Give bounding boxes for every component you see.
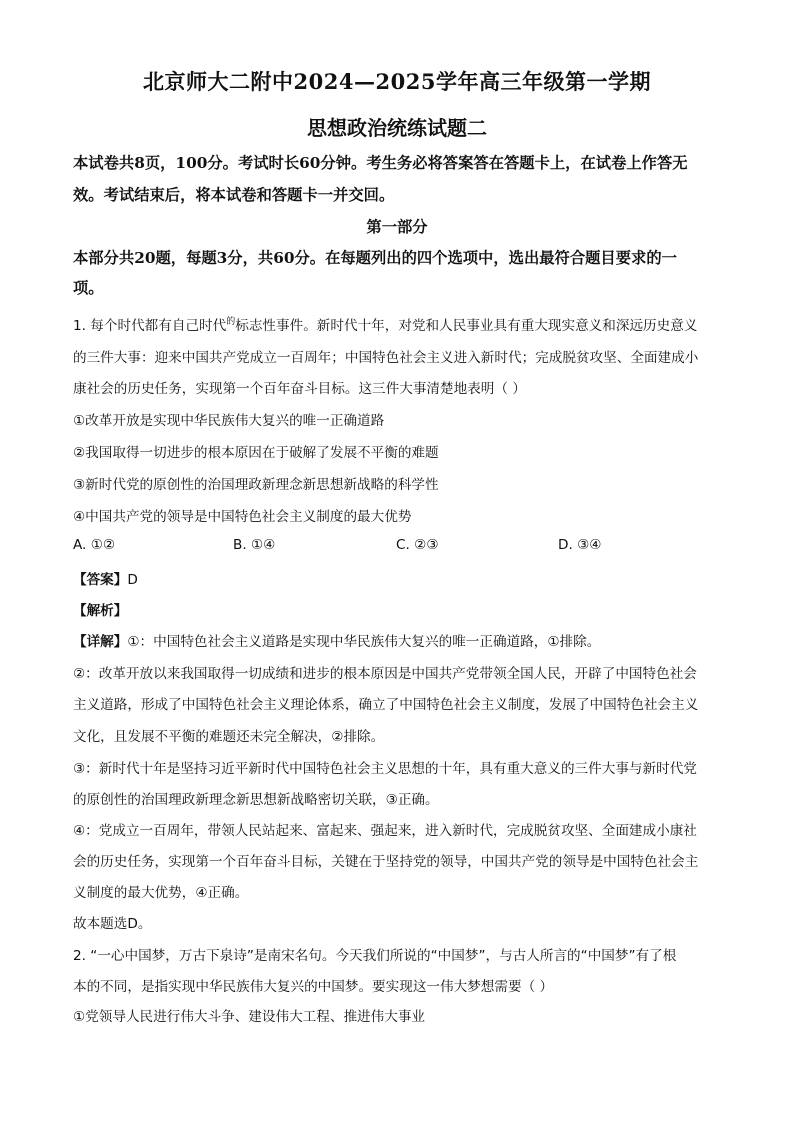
q1-detail-line-9: 义制度的最大优势，④正确。 bbox=[73, 885, 249, 901]
q1-detail-line-10: 故本题选D。 bbox=[73, 916, 152, 932]
q1-stem-line-3: 康社会的历史任务，实现第一个百年奋斗目标。这三件大事清楚地表明（ ） bbox=[73, 381, 526, 397]
instructions-line-2: 效。考试结束后，将本试卷和答题卡一并交回。 bbox=[73, 186, 395, 204]
analysis-tag: 【解析】 bbox=[73, 603, 128, 619]
q1-item-3: ③新时代党的原创性的治国理政新理念新思想新战略的科学性 bbox=[73, 477, 439, 493]
q1-stem-part-a: 1. 每个时代都有自己时代 bbox=[73, 318, 227, 334]
q1-option-c: C. ②③ bbox=[396, 537, 439, 553]
exam-subtitle: 思想政治统练试题二 bbox=[307, 116, 487, 140]
q2-item-1: ①党领导人民进行伟大斗争、建设伟大工程、推进伟大事业 bbox=[73, 1009, 426, 1025]
q1-answer bbox=[73, 568, 138, 588]
q1-detail-line-7: ④：党成立一百周年，带领人民站起来、富起来、强起来，进入新时代，完成脱贫攻坚、全面建成小康社 bbox=[73, 823, 697, 839]
q1-item-2: ②我国取得一切进步的根本原因在于破解了发展不平衡的难题 bbox=[73, 445, 439, 461]
section-desc-line-1: 本部分共20题，每题3分，共60分。在每题列出的四个选项中，选出最符合题目要求的一 bbox=[73, 249, 677, 267]
q1-stem-part-b: 标志性事件。新时代十年，对党和人民事业具有重大现实意义和深远历史意义 bbox=[235, 318, 698, 334]
q1-stem-line-2: 的三件大事：迎来中国共产党成立一百周年；中国特色社会主义进入新时代；完成脱贫攻坚、全面建成小 bbox=[73, 350, 699, 366]
q1-stem-line-1 bbox=[73, 314, 697, 334]
q1-stem-superscript: 的 bbox=[226, 317, 236, 327]
answer-tag: 【答案】 bbox=[73, 572, 128, 588]
q1-analysis-tag bbox=[73, 599, 127, 619]
q1-option-b: B. ①④ bbox=[233, 537, 276, 553]
q1-option-d: D. ③④ bbox=[558, 537, 602, 553]
q1-item-1: ①改革开放是实现中华民族伟大复兴的唯一正确道路 bbox=[73, 413, 385, 429]
section-title: 第一部分 bbox=[366, 218, 428, 236]
q1-detail-line-5: ③：新时代十年是坚持习近平新时代中国特色社会主义思想的十年，具有重大意义的三件大事与新时代党 bbox=[73, 761, 697, 777]
q1-detail-line-4: 文化，且发展不平衡的难题还未完全解决，②排除。 bbox=[73, 729, 385, 745]
q1-detail-line-3: 主义道路，形成了中国特色社会主义理论体系，确立了中国特色社会主义制度，发展了中国特色社会主义 bbox=[73, 697, 699, 713]
q2-stem-line-1: 2. “一心中国梦，万古下泉诗”是南宋名句。今天我们所说的“中国梦”，与古人所言的“中国梦”有了根 bbox=[73, 948, 677, 964]
detail-text: ①：中国特色社会主义道路是实现中华民族伟大复兴的唯一正确道路，①排除。 bbox=[127, 634, 601, 650]
q1-detail-line-1 bbox=[73, 630, 600, 650]
instructions-line-1: 本试卷共8页，100分。考试时长60分钟。考生务必将答案答在答题卡上，在试卷上作答无 bbox=[73, 154, 688, 172]
exam-title: 北京师大二附中2024—2025学年高三年级第一学期 bbox=[143, 69, 651, 94]
q2-stem-line-2: 本的不同，是指实现中华民族伟大复兴的中国梦。要实现这一伟大梦想需要（ ） bbox=[73, 979, 554, 995]
answer-value: D bbox=[127, 572, 138, 588]
q1-detail-line-6: 的原创性的治国理政新理念新思想新战略密切关联，③正确。 bbox=[73, 792, 439, 808]
q1-detail-line-8: 会的历史任务，实现第一个百年奋斗目标，关键在于坚持党的领导，中国共产党的领导是中国特色社会主 bbox=[73, 854, 699, 870]
q1-detail-line-2: ②：改革开放以来我国取得一切成绩和进步的根本原因是中国共产党带领全国人民，开辟了中国特色社会 bbox=[73, 666, 697, 682]
section-desc-line-2: 项。 bbox=[73, 279, 104, 297]
q1-option-a: A. ①② bbox=[73, 537, 116, 553]
q1-item-4: ④中国共产党的领导是中国特色社会主义制度的最大优势 bbox=[73, 509, 412, 525]
detail-tag: 【详解】 bbox=[73, 634, 128, 650]
